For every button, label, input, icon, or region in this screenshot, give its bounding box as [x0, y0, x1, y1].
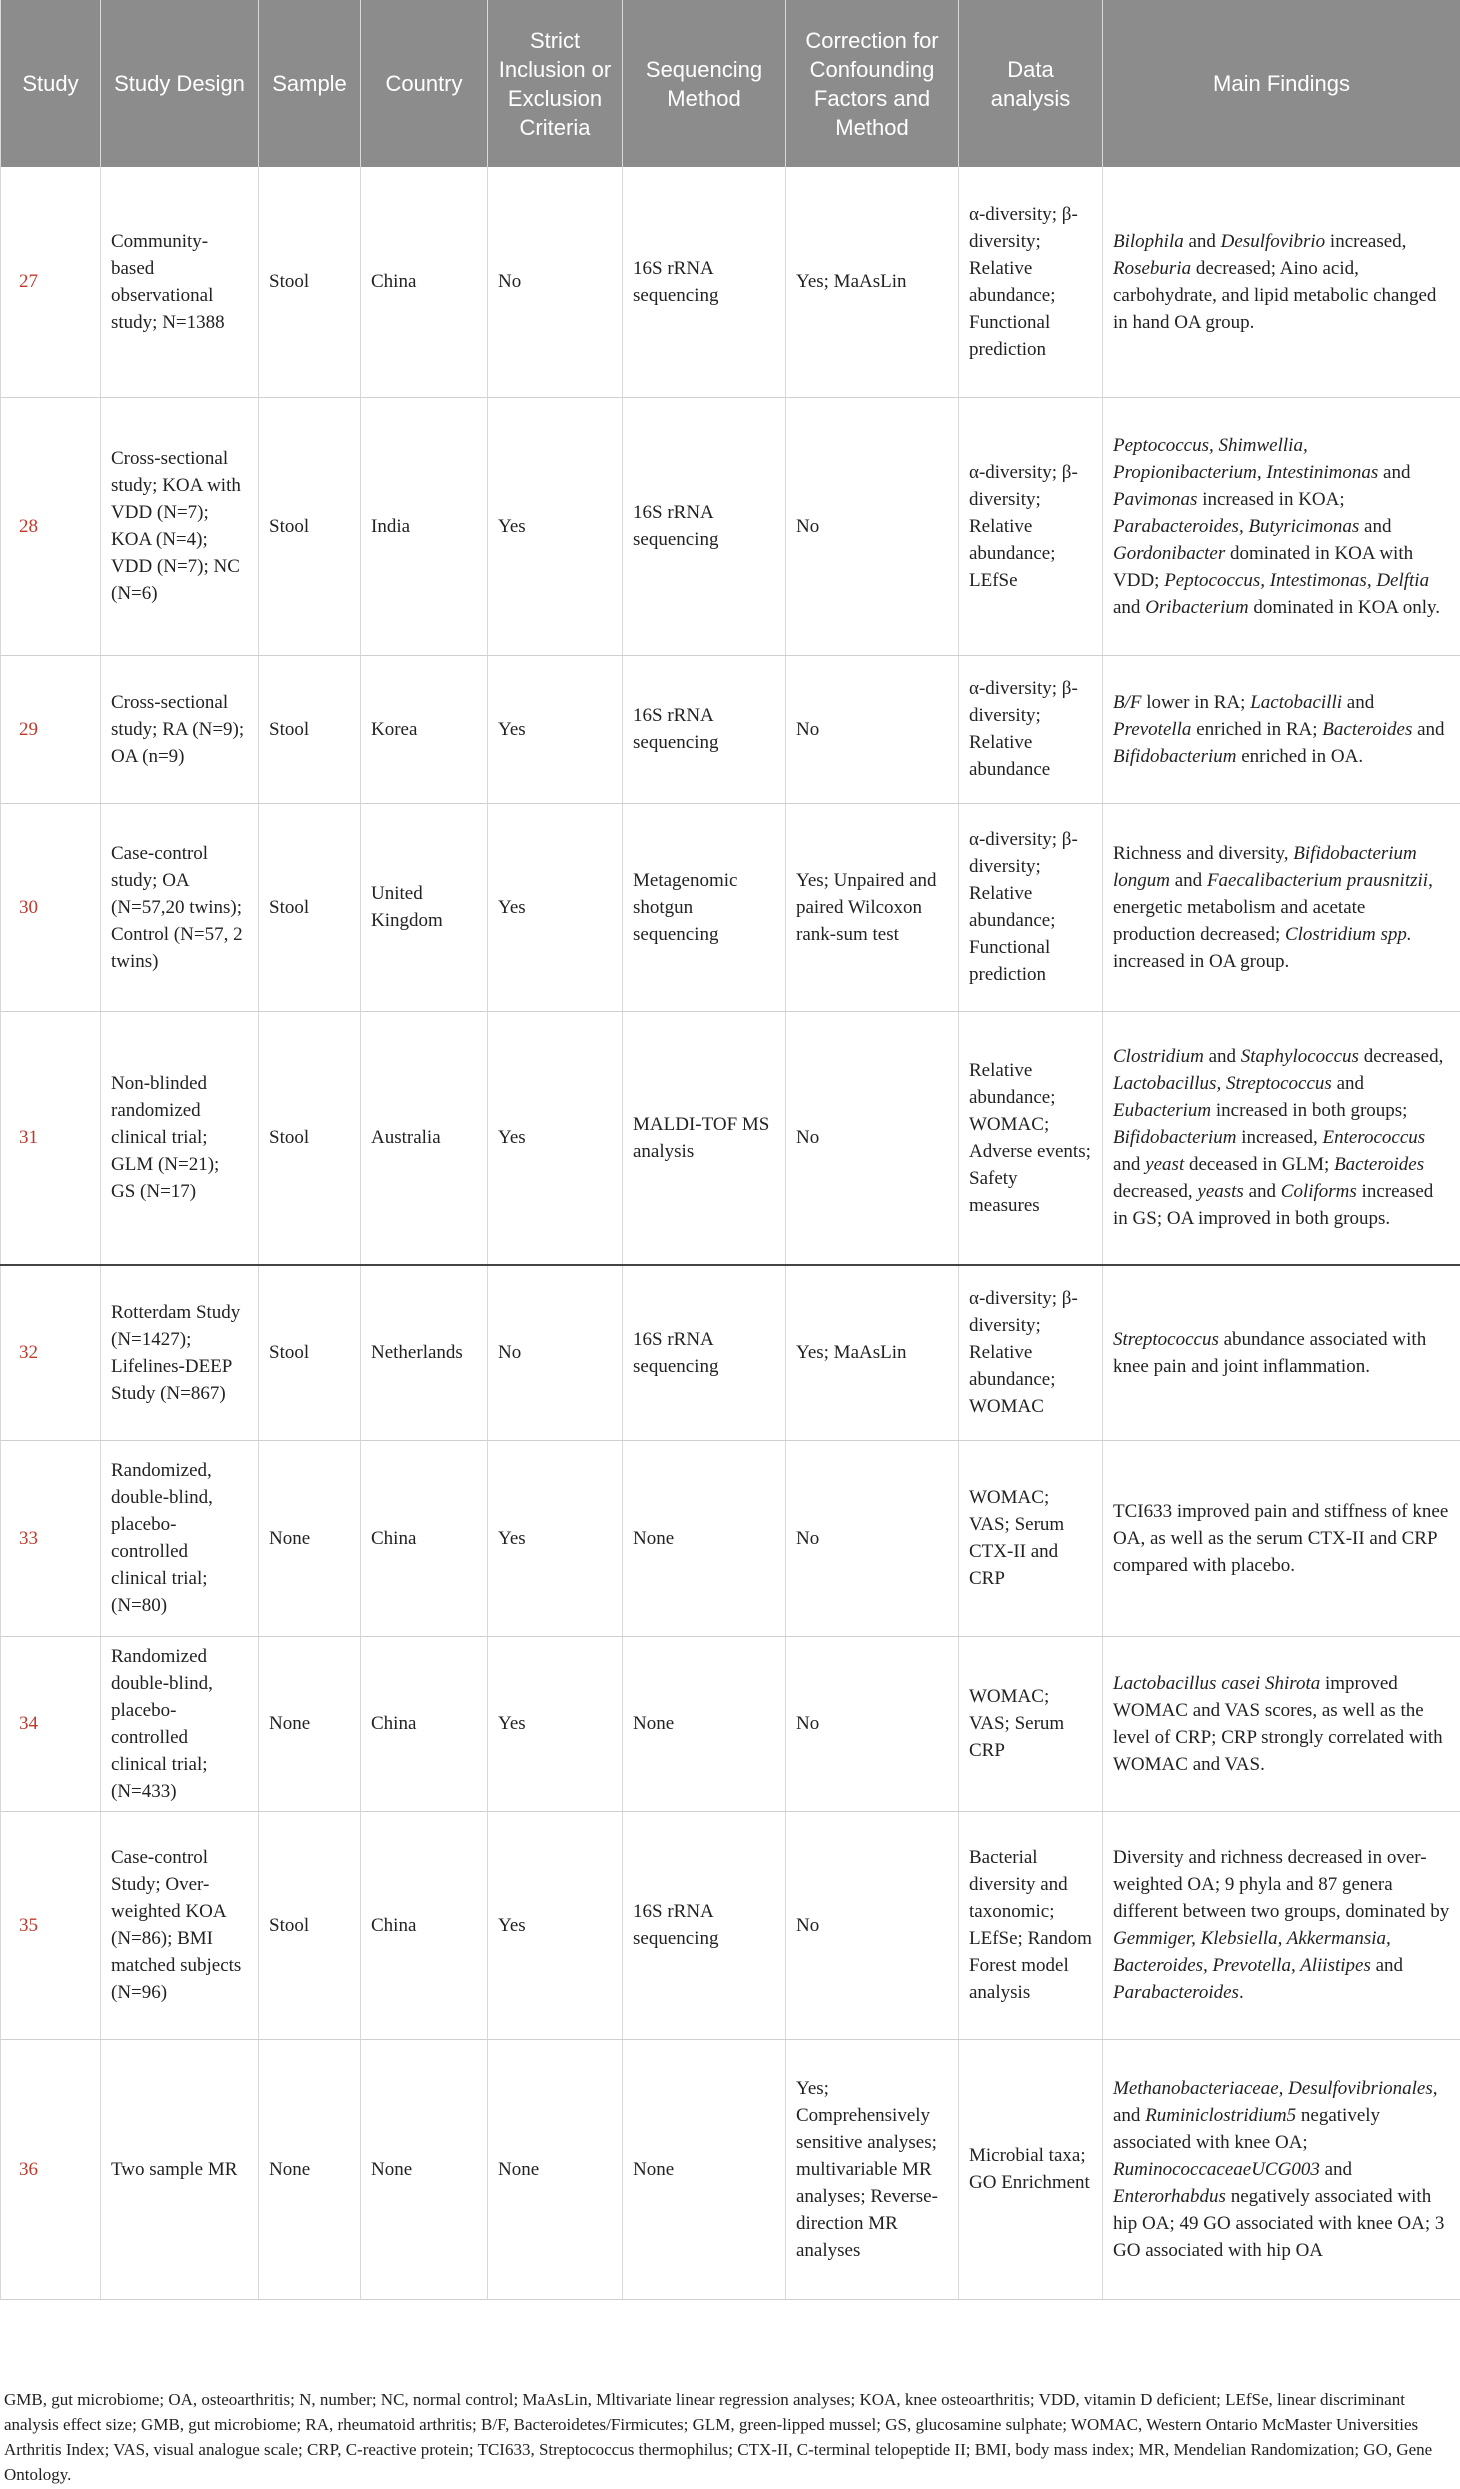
- finding-text: and: [1342, 692, 1374, 713]
- taxon-name: Clostridium spp.: [1285, 924, 1412, 945]
- taxon-name: Staphylococcus: [1241, 1046, 1359, 1067]
- criteria: Yes: [488, 1811, 623, 2039]
- study-number: 34: [1, 1636, 101, 1811]
- finding-text: dominated in KOA only.: [1249, 597, 1440, 618]
- criteria: Yes: [488, 1636, 623, 1811]
- correction-method: Yes; Unpaired and paired Wilcoxon rank-sum test: [786, 803, 959, 1011]
- study-design: Two sample MR: [101, 2039, 259, 2299]
- sample: Stool: [259, 397, 361, 655]
- sample: None: [259, 1636, 361, 1811]
- data-analysis: α-diversity; β-diversity; Relative abundance; WOMAC: [959, 1265, 1103, 1440]
- finding-text: and: [1113, 597, 1145, 618]
- sample: Stool: [259, 167, 361, 397]
- criteria: Yes: [488, 655, 623, 803]
- data-analysis: Microbial taxa; GO Enrichment: [959, 2039, 1103, 2299]
- header-study-design: Study Design: [101, 0, 259, 167]
- data-analysis: α-diversity; β-diversity; Relative abundance; Functional prediction: [959, 167, 1103, 397]
- header-correction: Correction for Confounding Factors and Method: [786, 0, 959, 167]
- data-analysis: Bacterial diversity and taxonomic; LEfSe; Random Forest model analysis: [959, 1811, 1103, 2039]
- taxon-name: Parabacteroides: [1113, 1982, 1239, 2003]
- header-sequencing: Sequencing Method: [623, 0, 786, 167]
- finding-text: and: [1371, 1955, 1403, 1976]
- finding-text: enriched in OA.: [1236, 746, 1363, 767]
- finding-text: negatively associated with hip OA; 49 GO associated with knee OA; 3 GO associated with hip OA: [1113, 2186, 1444, 2261]
- table-row: [1, 167, 1460, 397]
- country: Netherlands: [361, 1265, 488, 1440]
- country: China: [361, 1440, 488, 1636]
- header-criteria: Strict Inclusion or Exclusion Criteria: [488, 0, 623, 167]
- finding-text: and: [1359, 516, 1391, 537]
- correction-method: No: [786, 1811, 959, 2039]
- country: None: [361, 2039, 488, 2299]
- finding-text: increased in KOA;: [1197, 489, 1344, 510]
- finding-text: increased,: [1236, 1127, 1322, 1148]
- finding-text: enriched in RA;: [1191, 719, 1322, 740]
- study-number: 35: [1, 1811, 101, 2039]
- sample: None: [259, 2039, 361, 2299]
- sequencing-method: 16S rRNA sequencing: [623, 1265, 786, 1440]
- criteria: None: [488, 2039, 623, 2299]
- taxon-name: Prevotella: [1113, 719, 1191, 740]
- correction-method: No: [786, 1011, 959, 1265]
- finding-text: and: [1332, 1073, 1364, 1094]
- correction-method: Yes; MaAsLin: [786, 167, 959, 397]
- table-row: [1, 397, 1460, 655]
- data-analysis: α-diversity; β-diversity; Relative abundance: [959, 655, 1103, 803]
- main-findings: [1103, 397, 1460, 655]
- correction-method: No: [786, 1636, 959, 1811]
- criteria: No: [488, 1265, 623, 1440]
- sequencing-method: None: [623, 2039, 786, 2299]
- taxon-name: B/F: [1113, 692, 1142, 713]
- data-analysis: Relative abundance; WOMAC; Adverse events; Safety measures: [959, 1011, 1103, 1265]
- taxon-name: Roseburia: [1113, 258, 1191, 279]
- taxon-name: Methanobacteriaceae, Desulfovibrionales: [1113, 2078, 1433, 2099]
- sequencing-method: 16S rRNA sequencing: [623, 655, 786, 803]
- correction-method: Yes; MaAsLin: [786, 1265, 959, 1440]
- study-design: Cross-sectional study; RA (N=9); OA (n=9): [101, 655, 259, 803]
- taxon-name: Gordonibacter: [1113, 543, 1225, 564]
- taxon-name: Bifidobacterium: [1113, 746, 1236, 767]
- taxon-name: Bifidobacterium: [1113, 1127, 1236, 1148]
- data-analysis: WOMAC; VAS; Serum CRP: [959, 1636, 1103, 1811]
- main-findings: [1103, 655, 1460, 803]
- sample: Stool: [259, 803, 361, 1011]
- study-number: 31: [1, 1011, 101, 1265]
- country: China: [361, 167, 488, 397]
- correction-method: No: [786, 1440, 959, 1636]
- finding-text: abundance associated with knee pain and joint inflammation.: [1113, 1329, 1426, 1377]
- header-sample: Sample: [259, 0, 361, 167]
- taxon-name: Enterococcus: [1322, 1127, 1425, 1148]
- table-row: [1, 1811, 1460, 2039]
- study-number: 27: [1, 167, 101, 397]
- finding-text: decreased; Aino acid, carbohydrate, and lipid metabolic changed in hand OA group.: [1113, 258, 1436, 333]
- sequencing-method: None: [623, 1636, 786, 1811]
- taxon-name: yeast: [1145, 1154, 1184, 1175]
- taxon-name: Faecalibacterium prausnitzii: [1207, 870, 1428, 891]
- criteria: Yes: [488, 397, 623, 655]
- sequencing-method: 16S rRNA sequencing: [623, 397, 786, 655]
- table-row: [1, 803, 1460, 1011]
- taxon-name: Bacteroides: [1334, 1154, 1424, 1175]
- main-findings: [1103, 2039, 1460, 2299]
- data-analysis: α-diversity; β-diversity; Relative abundance; LEfSe: [959, 397, 1103, 655]
- study-design: Rotterdam Study (N=1427); Lifelines-DEEP Study (N=867): [101, 1265, 259, 1440]
- criteria: Yes: [488, 1011, 623, 1265]
- taxon-name: Peptococcus, Shimwellia, Propionibacterium, Intestinimonas: [1113, 435, 1378, 483]
- finding-text: TCI633 improved pain and stiffness of knee OA, as well as the serum CTX-II and CRP compared with placebo.: [1113, 1501, 1448, 1576]
- finding-text: decreased,: [1113, 1181, 1197, 1202]
- country: United Kingdom: [361, 803, 488, 1011]
- taxon-name: Desulfovibrio: [1221, 231, 1326, 252]
- main-findings: [1103, 167, 1460, 397]
- finding-text: and: [1113, 1154, 1145, 1175]
- table-row: [1, 1265, 1460, 1440]
- taxon-name: Bacteroides: [1322, 719, 1412, 740]
- taxon-name: Parabacteroides, Butyricimonas: [1113, 516, 1359, 537]
- taxon-name: Streptococcus: [1113, 1329, 1219, 1350]
- sample: Stool: [259, 1265, 361, 1440]
- taxon-name: yeasts: [1197, 1181, 1243, 1202]
- study-design: Case-control Study; Over-weighted KOA (N=86); BMI matched subjects (N=96): [101, 1811, 259, 2039]
- finding-text: lower in RA;: [1142, 692, 1251, 713]
- finding-text: increased in both groups;: [1211, 1100, 1407, 1121]
- sequencing-method: Metagenomic shotgun sequencing: [623, 803, 786, 1011]
- header-country: Country: [361, 0, 488, 167]
- sequencing-method: 16S rRNA sequencing: [623, 167, 786, 397]
- country: China: [361, 1811, 488, 2039]
- study-design: Community-based observational study; N=1388: [101, 167, 259, 397]
- finding-text: Richness and diversity,: [1113, 843, 1293, 864]
- table-row: [1, 2039, 1460, 2299]
- study-design: Randomized double-blind, placebo-controlled clinical trial; (N=433): [101, 1636, 259, 1811]
- study-number: 36: [1, 2039, 101, 2299]
- study-number: 33: [1, 1440, 101, 1636]
- finding-text: and: [1204, 1046, 1241, 1067]
- header-main-findings: Main Findings: [1103, 0, 1460, 167]
- finding-text: and: [1184, 231, 1221, 252]
- taxon-name: Enterorhabdus: [1113, 2186, 1226, 2207]
- header-data-analysis: Data analysis: [959, 0, 1103, 167]
- taxon-name: Pavimonas: [1113, 489, 1197, 510]
- country: India: [361, 397, 488, 655]
- finding-text: , and: [1113, 2078, 1438, 2126]
- study-design: Case-control study; OA (N=57,20 twins); Control (N=57, 2 twins): [101, 803, 259, 1011]
- taxon-name: Ruminiclostridium5: [1145, 2105, 1296, 2126]
- main-findings: [1103, 1265, 1460, 1440]
- correction-method: No: [786, 397, 959, 655]
- sequencing-method: MALDI-TOF MS analysis: [623, 1011, 786, 1265]
- criteria: No: [488, 167, 623, 397]
- sample: Stool: [259, 655, 361, 803]
- finding-text: and: [1412, 719, 1444, 740]
- table-row: [1, 655, 1460, 803]
- main-findings: [1103, 1011, 1460, 1265]
- main-findings: [1103, 1811, 1460, 2039]
- table-row: [1, 1440, 1460, 1636]
- sequencing-method: 16S rRNA sequencing: [623, 1811, 786, 2039]
- table-footnote: GMB, gut microbiome; OA, osteoarthritis; N, number; NC, normal control; MaAsLin, Mltivariate linear regression analyses; KOA, knee osteoarthritis; VDD, vitamin D deficient; LEfSe, linear discriminant analysis effect size; GMB, gut microbiome; RA, rheumatoid arthritis; B/F, Bacteroidetes/Firmicutes; GLM, green-lipped mussel; GS, glucosamine sulphate; WOMAC, Western Ontario McMaster Universities Arthritis Index; VAS, visual analogue scale; CRP, C-reactive protein; TCI633, Streptococcus thermophilus; CTX-II, C-terminal telopeptide II; BMI, body mass index; MR, Mendelian Randomization; GO, Gene Ontology.: [0, 2385, 1460, 2489]
- taxon-name: Oribacterium: [1145, 597, 1248, 618]
- table-row: [1, 1011, 1460, 1265]
- correction-method: No: [786, 655, 959, 803]
- study-design: Cross-sectional study; KOA with VDD (N=7); KOA (N=4); VDD (N=7); NC (N=6): [101, 397, 259, 655]
- criteria: Yes: [488, 803, 623, 1011]
- main-findings: [1103, 1636, 1460, 1811]
- finding-text: dominated in KOA with VDD;: [1113, 543, 1413, 591]
- finding-text: increased,: [1325, 231, 1406, 252]
- data-analysis: α-diversity; β-diversity; Relative abundance; Functional prediction: [959, 803, 1103, 1011]
- taxon-name: Clostridium: [1113, 1046, 1204, 1067]
- study-design: Non-blinded randomized clinical trial; GLM (N=21); GS (N=17): [101, 1011, 259, 1265]
- taxon-name: Lactobacillus, Streptococcus: [1113, 1073, 1332, 1094]
- taxon-name: Bifidobacterium longum: [1113, 843, 1417, 891]
- country: China: [361, 1636, 488, 1811]
- study-number: 32: [1, 1265, 101, 1440]
- main-findings: [1103, 803, 1460, 1011]
- taxon-name: Coliforms: [1281, 1181, 1357, 1202]
- correction-method: Yes; Comprehensively sensitive analyses; multivariable MR analyses; Reverse-direction MR analyses: [786, 2039, 959, 2299]
- country: Korea: [361, 655, 488, 803]
- finding-text: and: [1378, 462, 1410, 483]
- sample: None: [259, 1440, 361, 1636]
- taxon-name: RuminococcaceaeUCG003: [1113, 2159, 1320, 2180]
- study-design: Randomized, double-blind, placebo-controlled clinical trial; (N=80): [101, 1440, 259, 1636]
- finding-text: decreased,: [1359, 1046, 1443, 1067]
- finding-text: , energetic metabolism and acetate production decreased;: [1113, 870, 1433, 945]
- finding-text: and: [1244, 1181, 1281, 1202]
- finding-text: increased in OA group.: [1113, 951, 1289, 972]
- data-analysis: WOMAC; VAS; Serum CTX-II and CRP: [959, 1440, 1103, 1636]
- taxon-name: Peptococcus, Intestimonas, Delftia: [1164, 570, 1429, 591]
- table-row: [1, 1636, 1460, 1811]
- sample: Stool: [259, 1011, 361, 1265]
- header-study: Study: [1, 0, 101, 167]
- taxon-name: Lactobacillus casei Shirota: [1113, 1673, 1320, 1694]
- finding-text: .: [1239, 1982, 1244, 2003]
- finding-text: negatively associated with knee OA;: [1113, 2105, 1380, 2153]
- finding-text: Diversity and richness decreased in over-weighted OA; 9 phyla and 87 genera different between two groups, dominated by: [1113, 1847, 1449, 1922]
- finding-text: improved WOMAC and VAS scores, as well as the level of CRP; CRP strongly correlated with WOMAC and VAS.: [1113, 1673, 1443, 1775]
- finding-text: deceased in GLM;: [1184, 1154, 1334, 1175]
- header-row: [1, 0, 1460, 167]
- study-number: 28: [1, 397, 101, 655]
- taxon-name: Bilophila: [1113, 231, 1184, 252]
- country: Australia: [361, 1011, 488, 1265]
- criteria: Yes: [488, 1440, 623, 1636]
- finding-text: and: [1320, 2159, 1352, 2180]
- finding-text: and: [1170, 870, 1207, 891]
- sample: Stool: [259, 1811, 361, 2039]
- taxon-name: Eubacterium: [1113, 1100, 1211, 1121]
- taxon-name: Gemmiger, Klebsiella, Akkermansia, Bacteroides, Prevotella, Aliistipes: [1113, 1928, 1391, 1976]
- main-findings: [1103, 1440, 1460, 1636]
- finding-text: increased in GS; OA improved in both groups.: [1113, 1181, 1433, 1229]
- sequencing-method: None: [623, 1440, 786, 1636]
- study-number: 29: [1, 655, 101, 803]
- taxon-name: Lactobacilli: [1250, 692, 1342, 713]
- study-number: 30: [1, 803, 101, 1011]
